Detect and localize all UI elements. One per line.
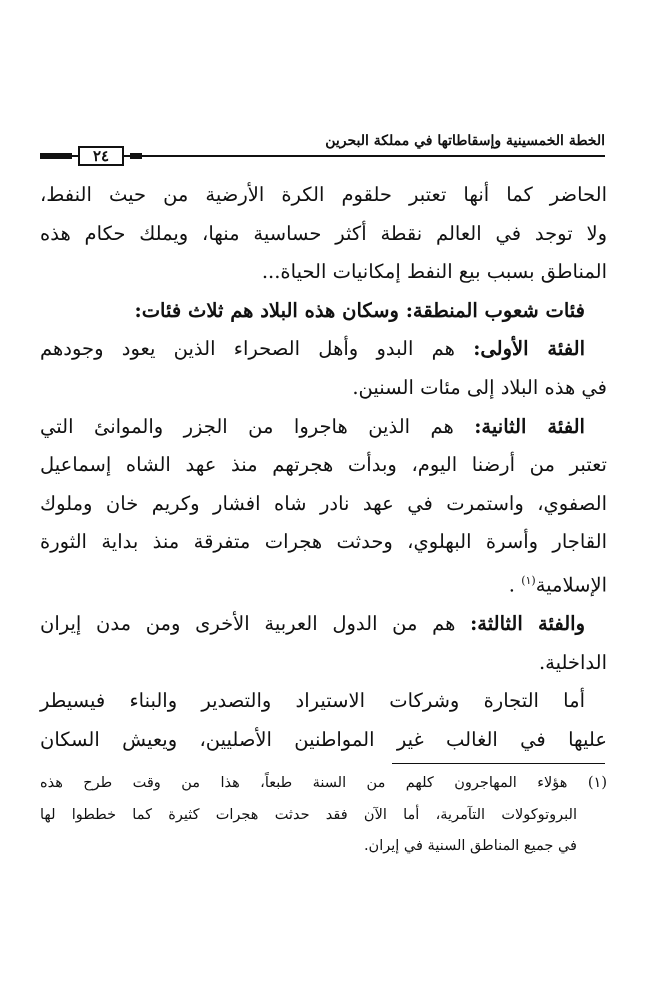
main-text (40, 176, 607, 759)
footnote-line: البروتوكولات التآمرية، أما الآن فقد حدثت هجرات كثيرة كما خططوا لها (40, 806, 577, 823)
text-line: تعتبر من أرضنا اليوم، وبدأت هجرتهم منذ عهد الشاه إسماعيل (40, 453, 607, 477)
text-run: هم من الدول العربية الأخرى ومن مدن إيران (40, 612, 471, 636)
paragraph-5 (40, 605, 607, 682)
text-line: عليها في الغالب غير المواطنين الأصليين، ويعيش السكان (40, 727, 607, 751)
header-title: الخطة الخمسينية وإسقاطاتها في مملكة البحرين (325, 133, 605, 149)
text-run: . (508, 573, 522, 597)
text-line: ولا توجد في العالم نقطة أكثر حساسية منها، ويملك حكام هذه (40, 221, 607, 245)
text-line: المناطق بسبب بيع النفط إمكانيات الحياة... (261, 260, 607, 284)
running-header (40, 133, 605, 173)
text-run: الإسلامية (535, 573, 607, 597)
text-line (40, 408, 607, 447)
text-line (40, 562, 607, 605)
category-label: الفئة الأولى: (473, 337, 585, 361)
text-line: أما التجارة وشركات الاستيراد والتصدير والبناء فيسيطر (40, 689, 585, 713)
category-label: والفئة الثالثة: (470, 612, 586, 636)
footnote-line: في جميع المناطق السنية في إيران. (363, 838, 577, 854)
footnote-line: (١) هؤلاء المهاجرون كلهم من السنة طبعاً، هذا من وقت طرح هذه (40, 775, 607, 791)
footnote-rule (392, 763, 605, 764)
text-line: في هذه البلاد إلى مئات السنين. (352, 375, 607, 399)
paragraph-4 (40, 408, 607, 605)
footnote-ref: (١) (521, 573, 536, 587)
section-heading: فئات شعوب المنطقة: وسكان هذه البلاد هم ثلاث فئات: (134, 298, 585, 322)
text-line (40, 605, 607, 644)
paragraph-6 (40, 682, 607, 759)
footnote (40, 768, 607, 863)
text-line (40, 330, 607, 369)
page-number: ٢٤ (78, 146, 124, 166)
text-line: القاجار وأسرة البهلوي، وحدثت هجرات متفرقة منذ بداية الثورة (40, 530, 607, 554)
header-bar-left (40, 153, 72, 159)
paragraph-1 (40, 176, 607, 292)
paragraph-2 (40, 292, 607, 331)
header-rule (40, 155, 605, 157)
text-run: هم البدو وأهل الصحراء الذين يعود وجودهم (40, 337, 474, 361)
text-run: هم الذين هاجروا من الجزر والموانئ التي (40, 414, 475, 438)
paragraph-3 (40, 330, 607, 407)
text-line: الصفوي، واستمرت في عهد نادر شاه افشار وكريم خان وملوك (40, 491, 607, 515)
text-line: الداخلية. (538, 650, 607, 674)
text-line: الحاضر كما أنها تعتبر حلقوم الكرة الأرضية من حيث النفط، (40, 183, 607, 206)
category-label: الفئة الثانية: (474, 414, 585, 438)
header-bar-right (130, 153, 142, 159)
